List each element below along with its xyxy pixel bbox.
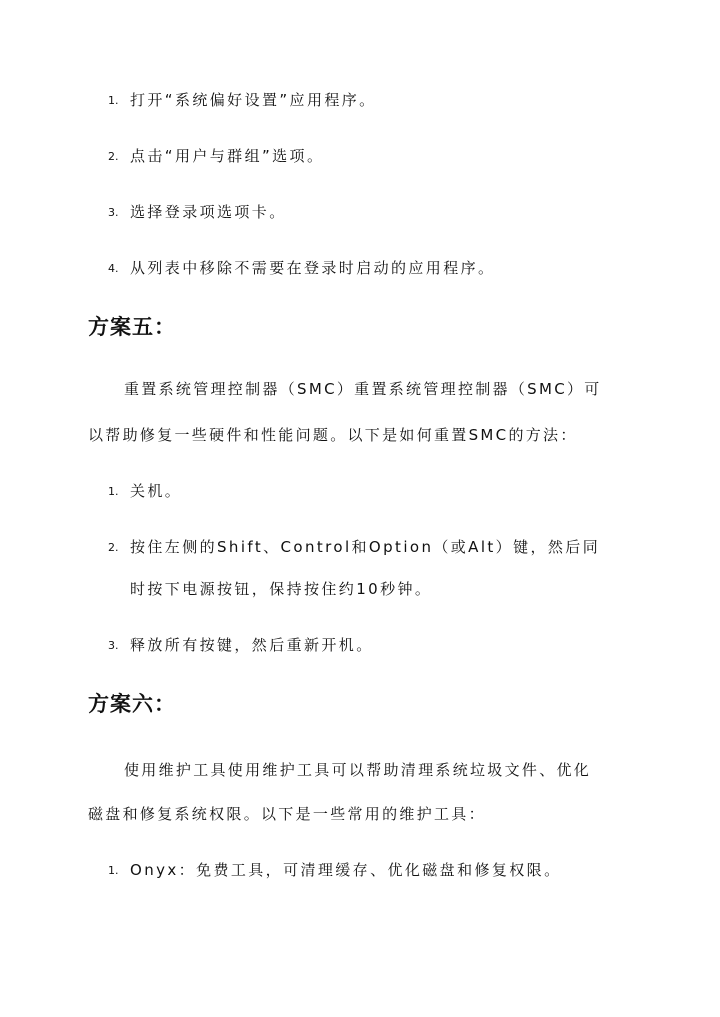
section-heading: 方案五： xyxy=(88,314,176,339)
list-item xyxy=(108,146,324,167)
list-item-text: 关机。 xyxy=(130,482,183,500)
list-item-number: 3. xyxy=(108,206,119,219)
paragraph-line: 磁盘和修复系统权限。以下是一些常用的维护工具： xyxy=(88,805,486,823)
list-item-number: 4. xyxy=(108,262,119,275)
list-item-text: 按住左侧的Shift、Control和Option（或Alt）键，然后同 xyxy=(130,538,601,556)
list-item xyxy=(108,202,287,223)
paragraph-line: 以帮助修复一些硬件和性能问题。以下是如何重置SMC的方法： xyxy=(88,426,578,444)
list-item-number: 1. xyxy=(108,94,119,107)
list-item-number: 1. xyxy=(108,864,119,877)
list-item-text: 点击“用户与群组”选项。 xyxy=(130,147,325,165)
list-item-text: 打开“系统偏好设置”应用程序。 xyxy=(130,91,377,109)
list-item xyxy=(108,258,495,279)
list-item xyxy=(108,635,374,656)
list-item-text: 选择登录项选项卡。 xyxy=(130,203,287,221)
paragraph-line: 重置系统管理控制器（SMC）重置系统管理控制器（SMC）可 xyxy=(124,380,602,398)
list-item xyxy=(108,90,377,111)
list-item-text: 释放所有按键，然后重新开机。 xyxy=(130,636,374,654)
list-item xyxy=(108,481,182,502)
list-item-number: 3. xyxy=(108,639,119,652)
list-item-number: 1. xyxy=(108,485,119,498)
section-heading: 方案六： xyxy=(88,691,176,716)
list-item-number: 2. xyxy=(108,541,119,554)
list-item xyxy=(108,537,600,558)
list-item-number: 2. xyxy=(108,150,119,163)
paragraph-line: 使用维护工具使用维护工具可以帮助清理系统垃圾文件、优化 xyxy=(124,761,592,779)
list-item xyxy=(108,860,561,881)
list-item-continuation: 时按下电源按钮，保持按住约10秒钟。 xyxy=(130,580,433,598)
list-item-text: Onyx：免费工具，可清理缓存、优化磁盘和修复权限。 xyxy=(130,861,562,879)
list-item-text: 从列表中移除不需要在登录时启动的应用程序。 xyxy=(130,259,496,277)
